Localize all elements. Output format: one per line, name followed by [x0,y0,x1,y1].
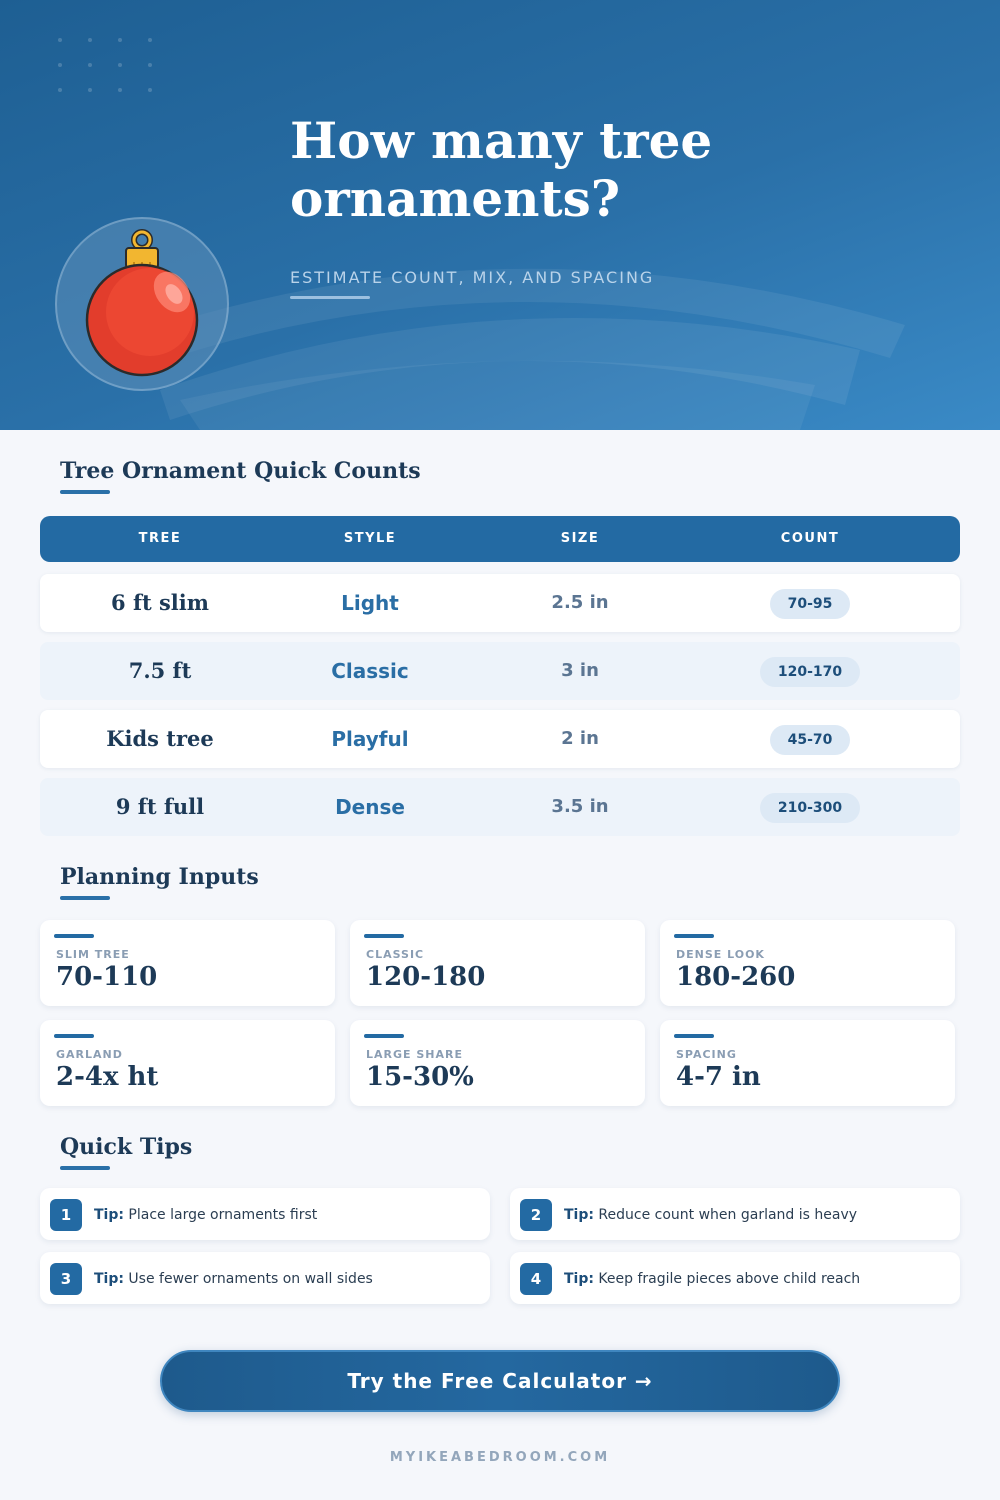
count-badge: 70-95 [770,589,851,619]
tips-title: Quick Tips [60,1134,193,1160]
planning-title: Planning Inputs [60,864,259,890]
style-cell: Classic [331,659,409,683]
tip-text [564,1188,857,1240]
table-row [40,642,960,700]
style-cell: Dense [335,795,405,819]
table-row [40,778,960,836]
tree-cell: Kids tree [106,726,214,751]
tip-prefix: Tip: [94,1271,124,1287]
card-accent [364,934,404,938]
tip-body: Reduce count when garland is heavy [598,1207,858,1223]
input-card-large-share [350,1020,645,1106]
tip-number-badge: 2 [520,1199,552,1231]
card-label: DENSE LOOK [676,948,765,961]
input-card-garland [40,1020,335,1106]
column-header-size: SIZE [560,531,600,546]
input-card-dense-look [660,920,955,1006]
tip-prefix: Tip: [94,1207,124,1223]
tip-body: Use fewer ornaments on wall sides [128,1271,373,1287]
column-header-style: STYLE [343,531,397,546]
card-value: 180-260 [676,962,796,992]
card-accent [54,1034,94,1038]
count-badge: 210-300 [760,793,860,823]
input-card-slim-tree [40,920,335,1006]
tip-text [94,1188,317,1240]
column-header-tree: TREE [138,531,182,546]
tip-item [510,1188,960,1240]
card-label: LARGE SHARE [366,1048,463,1061]
table-row [40,710,960,768]
tip-text [94,1252,373,1304]
tip-number-badge: 3 [50,1263,82,1295]
tip-number-badge: 4 [520,1263,552,1295]
ornament-icon [54,216,230,392]
tree-cell: 6 ft slim [111,590,209,615]
size-cell: 2.5 in [551,592,609,613]
count-badge: 45-70 [770,725,851,755]
style-cell: Light [341,591,399,615]
footer-site-name: MYIKEABEDROOM.COM [389,1450,611,1465]
hero-banner [0,0,1000,430]
tip-text [564,1252,860,1304]
card-value: 70-110 [56,962,158,992]
size-cell: 2 in [561,728,599,749]
card-label: SPACING [676,1048,737,1061]
tips-underline [60,1166,110,1170]
card-value: 2-4x ht [56,1062,159,1092]
size-cell: 3 in [561,660,599,681]
tip-prefix: Tip: [564,1207,594,1223]
quick-counts-title: Tree Ornament Quick Counts [60,458,421,484]
table-row [40,574,960,632]
tip-body: Keep fragile pieces above child reach [598,1271,861,1287]
tip-number-badge: 1 [50,1199,82,1231]
calculator-cta-button[interactable]: Try the Free Calculator → [160,1350,840,1412]
tip-item [510,1252,960,1304]
table-header [40,516,960,562]
count-badge: 120-170 [760,657,860,687]
page-subtitle: ESTIMATE COUNT, MIX, AND SPACING [290,268,655,287]
card-value: 4-7 in [676,1062,761,1092]
style-cell: Playful [331,727,409,751]
card-accent [674,934,714,938]
card-accent [54,934,94,938]
page-title: How many tree ornaments? [290,111,713,228]
card-label: SLIM TREE [56,948,130,961]
tip-item [40,1188,490,1240]
card-accent [364,1034,404,1038]
card-accent [674,1034,714,1038]
size-cell: 3.5 in [551,796,609,817]
subtitle-underline [290,296,370,299]
input-card-classic [350,920,645,1006]
card-label: CLASSIC [366,948,425,961]
input-card-spacing [660,1020,955,1106]
planning-underline [60,896,110,900]
card-value: 120-180 [366,962,486,992]
card-label: GARLAND [56,1048,123,1061]
column-header-count: COUNT [780,531,840,546]
tip-body: Place large ornaments first [128,1207,318,1223]
tip-prefix: Tip: [564,1271,594,1287]
tree-cell: 9 ft full [115,794,205,819]
tip-item [40,1252,490,1304]
quick-counts-underline [60,490,110,494]
card-value: 15-30% [366,1062,474,1092]
tree-cell: 7.5 ft [128,658,192,683]
